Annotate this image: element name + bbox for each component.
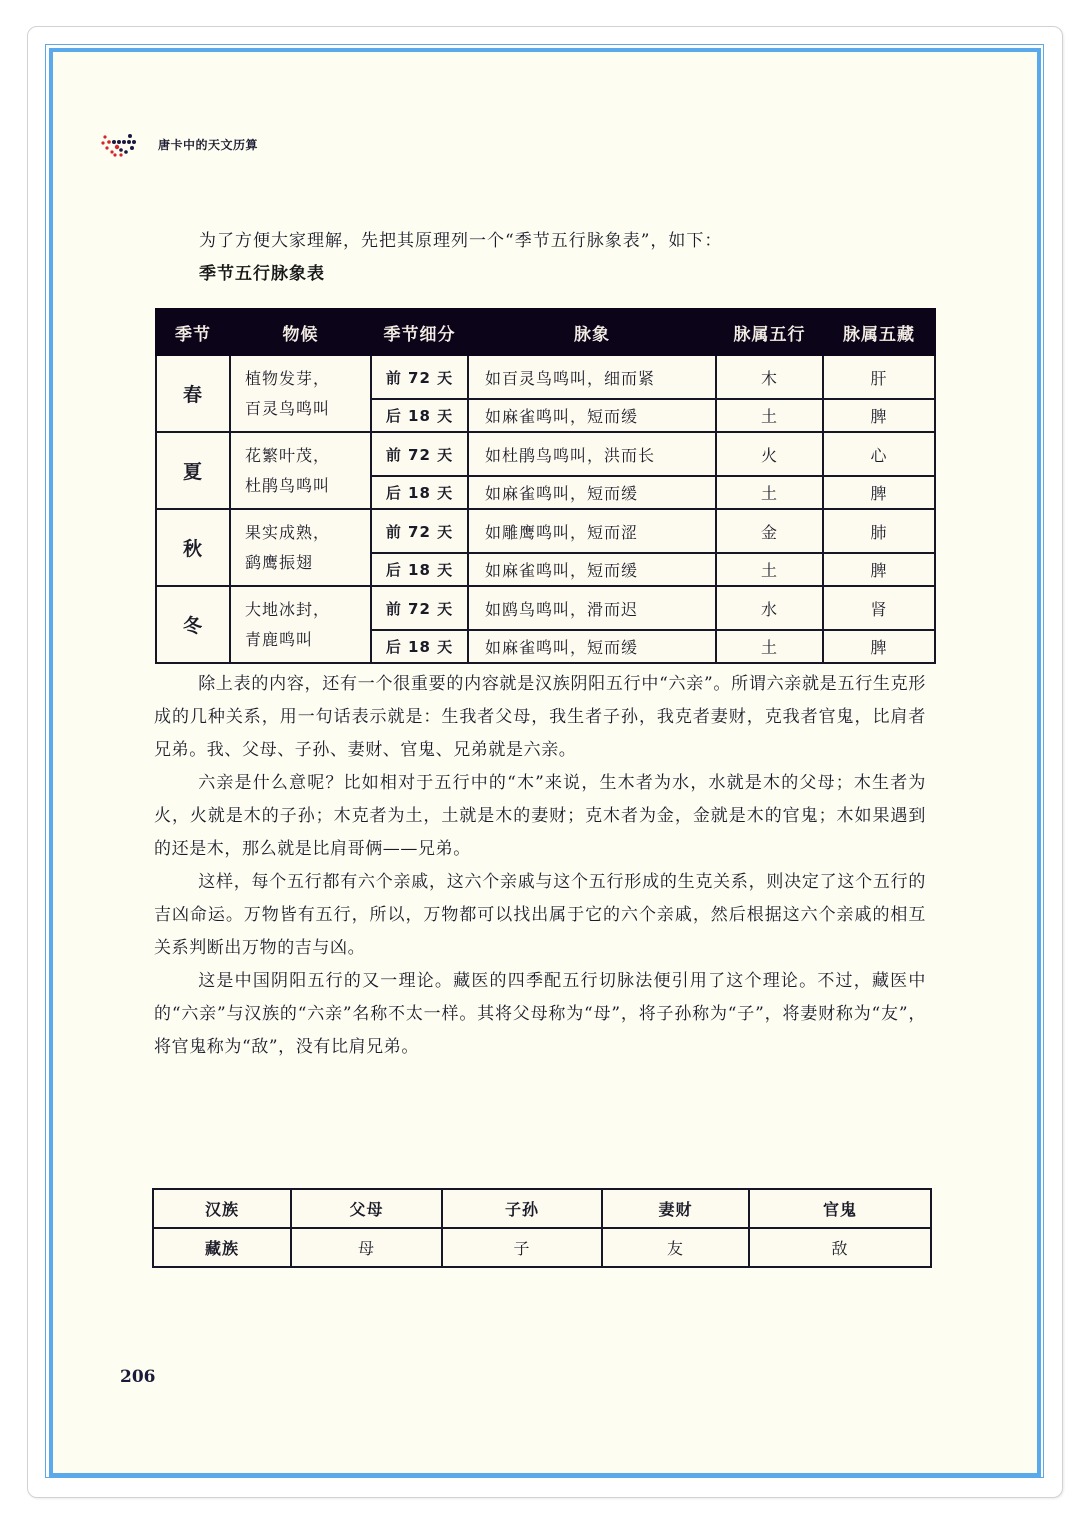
table-cell: 敌 [749,1228,931,1267]
column-header: 季节 [156,309,230,355]
phenology-line: 青鹿鸣叫 [245,629,314,649]
logo-dot [113,153,116,156]
table-cell: 母 [291,1228,442,1267]
period-cell: 后 18 天 [371,399,468,432]
table-header-row [156,309,935,355]
period-cell: 前 72 天 [371,509,468,553]
phenology-line: 花繁叶茂， [245,445,331,465]
table-cell: 子孙 [442,1189,602,1228]
book-logo-icon [100,131,140,159]
phenology-cell [230,586,371,663]
logo-dot [107,140,111,144]
column-header: 物候 [230,309,371,355]
table-row [153,1228,931,1267]
logo-dot [119,148,123,152]
organ-cell: 心 [823,432,935,476]
logo-dot [130,146,134,150]
logo-dot [119,153,122,156]
page-number: 206 [120,1367,156,1387]
logo-dot [122,140,126,144]
table-cell: 友 [602,1228,749,1267]
organ-cell: 脾 [823,553,935,586]
period-cell: 前 72 天 [371,586,468,630]
paragraph: 这是中国阴阳五行的又一理论。藏医的四季配五行切脉法便引用了这个理论。不过，藏医中的“六亲”与汉族的“六亲”名称不太一样。其将父母称为“母”，将子孙称为“子”，将妻财称为“友”，将官鬼称为“敌”，没有比肩兄弟。 [154,971,926,1057]
table-row [156,586,935,630]
column-header: 脉象 [468,309,716,355]
season-pulse-table [155,308,936,664]
column-header: 脉属五行 [716,309,823,355]
element-cell: 土 [716,553,823,586]
logo-dot [105,146,108,149]
period-cell: 前 72 天 [371,432,468,476]
logo-dot [124,150,128,154]
column-header: 季节细分 [371,309,468,355]
phenology-line: 杜鹃鸟鸣叫 [245,475,331,495]
column-header: 脉属五藏 [823,309,935,355]
phenology-cell [230,432,371,509]
pulse-cell: 如麻雀鸣叫，短而缓 [468,399,716,432]
logo-dot [128,134,132,138]
season-cell: 秋 [156,509,230,586]
element-cell: 火 [716,432,823,476]
phenology-line: 百灵鸟鸣叫 [245,398,331,418]
phenology-cell [230,509,371,586]
period-cell: 后 18 天 [371,476,468,509]
logo-dot [103,135,106,138]
phenology-line: 植物发芽， [245,368,331,388]
season-cell: 冬 [156,586,230,663]
organ-cell: 脾 [823,476,935,509]
table-row [156,355,935,399]
organ-cell: 肾 [823,586,935,630]
element-cell: 土 [716,399,823,432]
paragraph: 除上表的内容，还有一个很重要的内容就是汉族阴阳五行中“六亲”。所谓六亲就是五行生克形成的几种关系，用一句话表示就是：生我者父母，我生者子孙，我克者妻财，克我者官鬼，比肩者兄弟。我、父母、子孙、妻财、官鬼、兄弟就是六亲。 [154,674,926,760]
pulse-cell: 如麻雀鸣叫，短而缓 [468,630,716,663]
season-cell: 夏 [156,432,230,509]
table-title: 季节五行脉象表 [199,264,325,284]
kinship-names-table [152,1188,932,1268]
phenology-line: 大地冰封， [245,599,331,619]
table-cell: 汉族 [153,1189,291,1228]
pulse-cell: 如百灵鸟鸣叫，细而紧 [468,355,716,399]
organ-cell: 脾 [823,399,935,432]
table-row [156,509,935,553]
intro-sentence: 为了方便大家理解，先把其原理列一个“季节五行脉象表”，如下： [199,231,723,251]
table-row [153,1189,931,1228]
table-cell: 妻财 [602,1189,749,1228]
logo-dot [127,140,131,144]
paragraph: 这样，每个五行都有六个亲戚，这六个亲戚与这个五行形成的生克关系，则决定了这个五行的吉凶命运。万物皆有五行，所以，万物都可以找出属于它的六个亲戚，然后根据这六个亲戚的相互关系判断出万物的吉与凶。 [154,872,926,958]
table-cell: 藏族 [153,1228,291,1267]
element-cell: 木 [716,355,823,399]
table-cell: 官鬼 [749,1189,931,1228]
element-cell: 土 [716,476,823,509]
phenology-line: 鹞鹰振翅 [245,552,314,572]
paragraph: 六亲是什么意呢？比如相对于五行中的“木”来说，生木者为水，水就是木的父母；木生者为火，火就是木的子孙；木克者为土，土就是木的妻财；克木者为金，金就是木的官鬼；木如果遇到的还是木，那么就是比肩哥俩——兄弟。 [154,773,926,859]
pulse-cell: 如麻雀鸣叫，短而缓 [468,553,716,586]
running-header-title: 唐卡中的天文历算 [158,138,259,152]
period-cell: 前 72 天 [371,355,468,399]
body-text [154,668,926,1064]
element-cell: 金 [716,509,823,553]
logo-dot [112,140,116,144]
phenology-cell [230,355,371,432]
pulse-cell: 如雕鹰鸣叫，短而涩 [468,509,716,553]
table-row [156,432,935,476]
organ-cell: 肺 [823,509,935,553]
organ-cell: 肝 [823,355,935,399]
element-cell: 土 [716,630,823,663]
logo-dot [132,140,136,144]
period-cell: 后 18 天 [371,553,468,586]
pulse-cell: 如鸥鸟鸣叫，滑而迟 [468,586,716,630]
period-cell: 后 18 天 [371,630,468,663]
season-cell: 春 [156,355,230,432]
organ-cell: 脾 [823,630,935,663]
pulse-cell: 如麻雀鸣叫，短而缓 [468,476,716,509]
element-cell: 水 [716,586,823,630]
logo-dot [115,145,119,149]
logo-dot [101,141,104,144]
table-cell: 父母 [291,1189,442,1228]
table-cell: 子 [442,1228,602,1267]
phenology-line: 果实成熟， [245,522,331,542]
pulse-cell: 如杜鹃鸟鸣叫，洪而长 [468,432,716,476]
logo-dot [110,150,113,153]
logo-dot [117,140,121,144]
